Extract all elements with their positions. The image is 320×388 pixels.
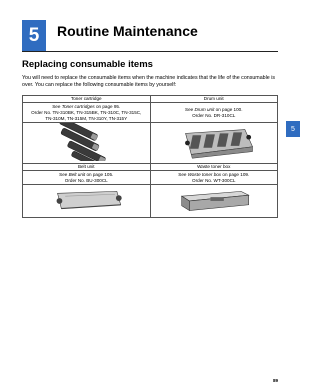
drum-see-prefix: See (185, 106, 195, 112)
waste-see-suffix: on page 109. (221, 171, 250, 177)
belt-see-prefix: See (59, 171, 69, 177)
toner-cartridges-image (25, 123, 148, 161)
belt-see-link[interactable]: Belt unit (68, 171, 86, 177)
drum-order: Order No. DR-310CL (192, 112, 236, 118)
waste-info (150, 171, 278, 185)
waste-header: Waste toner box (150, 164, 278, 171)
section-title: Replacing consumable items (22, 59, 153, 70)
drum-header: Drum unit (150, 96, 278, 103)
waste-toner-box-image (153, 185, 276, 215)
toner-header: Toner cartridge (23, 96, 151, 103)
toner-see-prefix: See (52, 103, 62, 109)
toner-see-suffix: on page 95. (94, 103, 121, 109)
title-divider (22, 51, 278, 52)
belt-info (23, 171, 151, 185)
belt-header: Belt unit (23, 164, 151, 171)
intro-paragraph (22, 75, 284, 89)
toner-info (23, 103, 151, 123)
chapter-title: Routine Maintenance (57, 23, 198, 39)
waste-order: Order No. WT-300CL (192, 177, 236, 183)
side-chapter-tab: 5 (286, 121, 300, 137)
toner-cartridges-image-cell (23, 123, 151, 164)
waste-see-link[interactable]: Waste toner box (187, 171, 222, 177)
belt-order: Order No. BU-300CL (64, 177, 108, 183)
belt-unit-image (25, 185, 148, 215)
drum-unit-image (153, 123, 276, 161)
consumables-table (22, 95, 278, 218)
page-number: 89 (273, 378, 279, 383)
intro-line-2: over. You can replace the following consumable items by yourself: (22, 82, 177, 89)
drum-unit-image-cell (150, 123, 278, 164)
chapter-number-badge: 5 (22, 20, 46, 51)
waste-see-prefix: See (178, 171, 188, 177)
drum-see-link[interactable]: Drum unit (194, 106, 215, 112)
toner-order-line-2: TN-310M, TN-315M, TN-310Y, TN-315Y (45, 115, 128, 121)
waste-toner-box-image-cell (150, 185, 278, 218)
intro-line-1: You will need to replace the consumable items when the machine indicates that the life of the consumable is (22, 75, 276, 81)
belt-unit-image-cell (23, 185, 151, 218)
toner-see-link[interactable]: Toner cartridges (61, 103, 95, 109)
toner-order-line-1: Order No. TN-310BK, TN-315BK, TN-310C, TN-315C, (31, 109, 142, 115)
belt-see-suffix: on page 105. (85, 171, 114, 177)
drum-info (150, 103, 278, 123)
drum-see-suffix: on page 100. (214, 106, 243, 112)
